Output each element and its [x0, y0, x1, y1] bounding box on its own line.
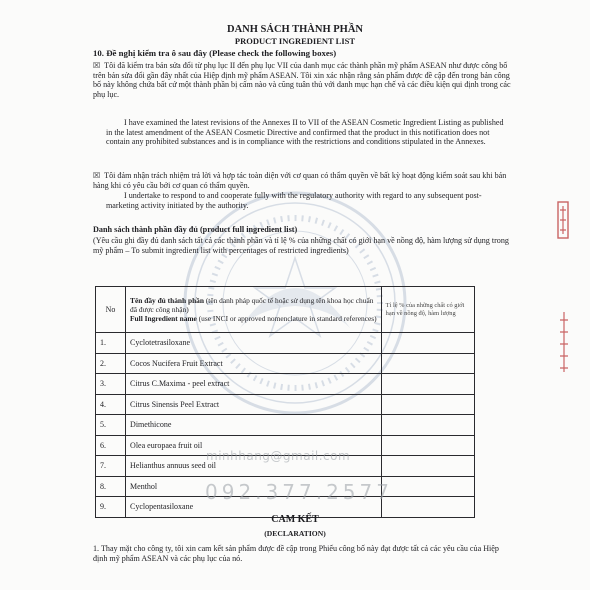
column-header-percent: Tỉ lệ % của những chất có giới hạn về nồng độ, hàm lượng [381, 287, 474, 333]
ingredient-name: Cyclotetrasiloxane [126, 333, 382, 354]
column-header-name-en-rest: (use INCI or approved nomenclature in standard references) [196, 314, 377, 324]
ingredient-name: Dimethicone [126, 415, 382, 436]
ingredient-percent [381, 415, 474, 436]
ingredient-name: Citrus Sinensis Peel Extract [126, 394, 382, 415]
row-number: 4. [96, 394, 126, 415]
table-row [96, 353, 475, 374]
margin-stamp-icon [552, 310, 570, 374]
ingredient-percent [381, 456, 474, 477]
column-header-name-bold: Tên đầy đủ thành phần [130, 295, 204, 305]
watermark-email: minhhang@gmail.com [206, 449, 351, 463]
section-10-heading: 10. Đề nghị kiểm tra ô sau đây (Please check the following boxes) [93, 48, 337, 58]
check-item-1-vi [93, 61, 511, 99]
row-number: 6. [96, 435, 126, 456]
ingredient-percent [381, 353, 474, 374]
check-item-2-vi [93, 171, 511, 190]
checked-box-icon: ☒ [93, 171, 101, 180]
full-list-instruction: (Yêu cầu ghi đầy đủ danh sách tất cả các thành phần và tỉ lệ % của những chất có giới hạn về nồng độ, hàm lượng sử dụng trong mỹ phẩm – To submit ingredient list with percentages of restricted ingredients) [93, 236, 509, 255]
table-row [96, 456, 475, 477]
page-subtitle: PRODUCT INGREDIENT LIST [234, 36, 356, 46]
row-number: 5. [96, 415, 126, 436]
ingredient-name: Olea europaea fruit oil [126, 435, 382, 456]
full-list-heading: Danh sách thành phần đầy đủ (product full ingredient list) [93, 225, 298, 234]
ingredient-name: Citrus C.Maxima - peel extract [126, 374, 382, 395]
check-item-2-vi-text: Tôi đảm nhận trách nhiệm trả lời và hợp tác toàn diện với cơ quan có thẩm quyền về bất kỳ hoạt động kiểm soát sau khi bán hàng khi có yêu cầu bởi cơ quan có thẩm quyền. [93, 171, 507, 190]
declaration-subtitle: (DECLARATION) [264, 529, 326, 538]
declaration-item-1: 1. Thay mặt cho công ty, tôi xin cam kết sản phẩm được đề cập trong Phiếu công bố này đạt được tất cả các yêu cầu của Hiệp định mỹ phẩm ASEAN và các phụ lục của nó. [93, 544, 499, 563]
declaration-title: CAM KẾT [271, 514, 319, 525]
ingredient-table [95, 286, 475, 518]
ingredient-name: Cocos Nucifera Fruit Extract [126, 353, 382, 374]
ingredient-percent [381, 435, 474, 456]
ingredient-percent [381, 374, 474, 395]
table-row [96, 374, 475, 395]
table-row [96, 476, 475, 497]
row-number: 7. [96, 456, 126, 477]
ingredient-percent [381, 394, 474, 415]
page-title: DANH SÁCH THÀNH PHẦN [226, 24, 364, 35]
table-row [96, 333, 475, 354]
column-header-name-rest: (tên danh pháp quốc tế hoặc sử dụng tên khoa học chuẩn đã được công nhận) [130, 295, 374, 314]
column-header-no: No [96, 287, 126, 333]
ingredient-name: Menthol [126, 476, 382, 497]
table-row [96, 415, 475, 436]
ingredient-name: Helianthus annuus seed oil [126, 456, 382, 477]
margin-stamp-icon [552, 200, 570, 240]
table-header-row [96, 287, 475, 333]
column-header-name-en-bold: Full Ingredient name [130, 314, 197, 324]
ingredient-percent [381, 476, 474, 497]
checked-box-icon: ☒ [93, 61, 101, 70]
row-number: 1. [96, 333, 126, 354]
check-item-2-en: I undertake to respond to and cooperate fully with the regulatory authority with regard to any subsequent post-marketing activity initiated by the authority. [106, 191, 482, 210]
row-number: 3. [96, 374, 126, 395]
column-header-name [126, 287, 382, 333]
table-row [96, 394, 475, 415]
check-item-1-en: I have examined the latest revisions of the Annexes II to VII of the ASEAN Cosmetic Ingredient Listing as published in the latest amendment of the ASEAN Cosmetic Directive and confirmed that the product in this notification does not contain any prohibited substances and is in compliance with the restrictions and conditions stipulated in the Annexes. [106, 118, 504, 147]
watermark-phone: 092.377.2577 [205, 480, 393, 504]
ingredient-name: Cyclopentasiloxane [126, 497, 382, 518]
table-row [96, 435, 475, 456]
row-number: 8. [96, 476, 126, 497]
row-number: 2. [96, 353, 126, 374]
row-number: 9. [96, 497, 126, 518]
ingredient-percent [381, 333, 474, 354]
check-item-1-vi-text: Tôi đã kiểm tra bản sửa đổi từ phụ lục II đến phụ lục VII của danh mục các thành phần mỹ phẩm ASEAN như được công bố trên bản sửa đổi gần đây nhất của Hiệp định mỹ phẩm ASEAN. Tôi xin xác nhận rằng sản phẩm được đề cập đến trong bản công bố này không chứa bất cứ một thành phần bị cấm nào và cũng tuân thủ với danh mục hạn chế và các điều kiện qui định trong các phụ lục. [93, 61, 511, 99]
